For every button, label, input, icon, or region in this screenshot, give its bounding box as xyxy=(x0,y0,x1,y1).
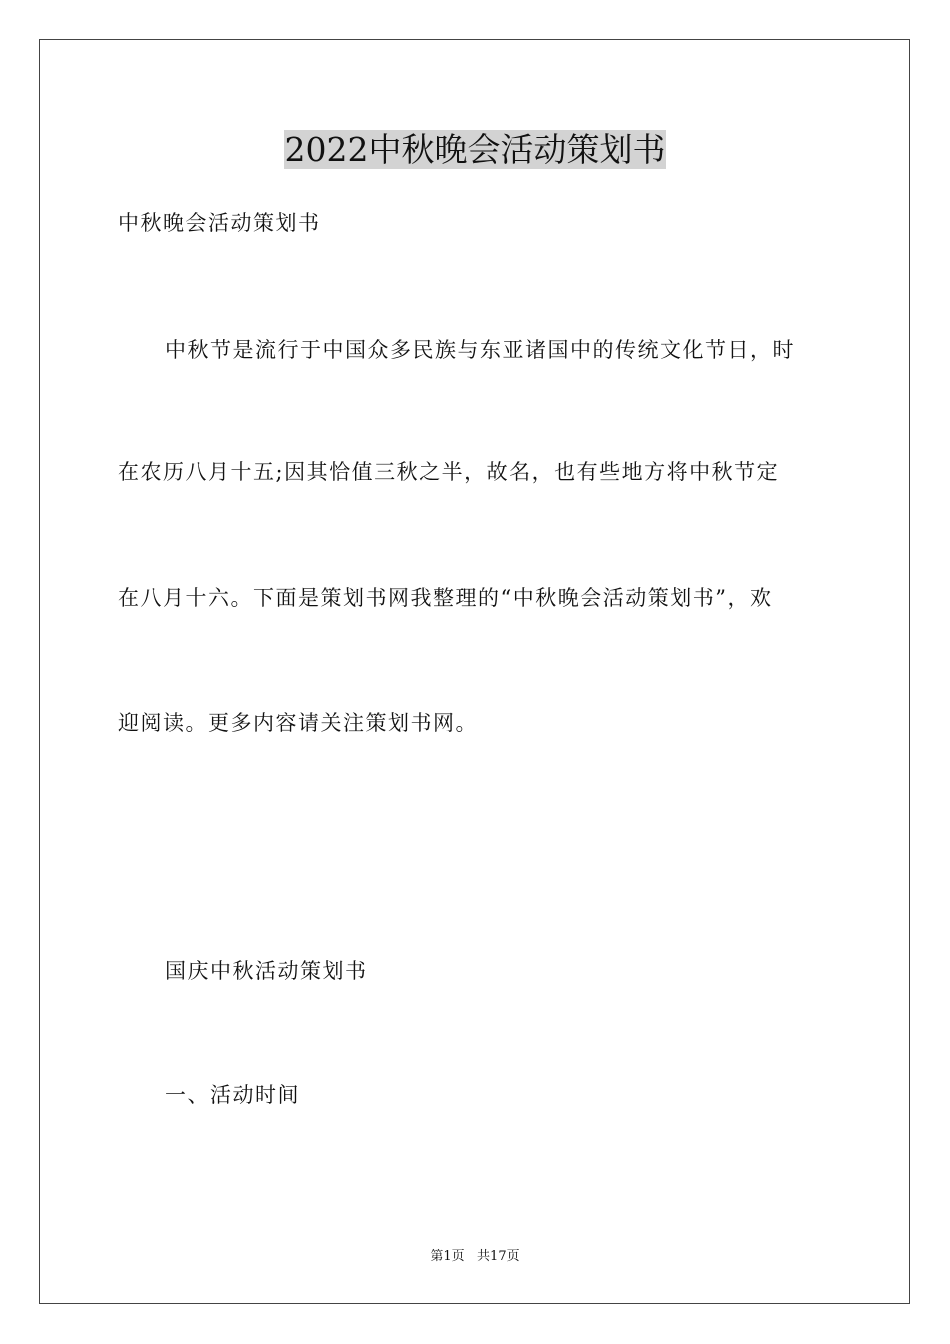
page-number-footer: 第1页 共17页 xyxy=(430,1249,520,1264)
paragraph-line: 在八月十六。下面是策划书网我整理的“中秋晚会活动策划书”，欢 xyxy=(118,586,773,610)
paragraph-line: 中秋节是流行于中国众多民族与东亚诸国中的传统文化节日，时 xyxy=(165,338,795,362)
paragraph-line: 在农历八月十五;因其恰值三秋之半，故名，也有些地方将中秋节定 xyxy=(118,460,780,484)
section-heading: 国庆中秋活动策划书 xyxy=(165,959,368,983)
document-title-text: 2022中秋晚会活动策划书 xyxy=(284,130,666,169)
section-heading: 一、活动时间 xyxy=(165,1083,300,1107)
subtitle-line: 中秋晚会活动策划书 xyxy=(118,211,321,235)
document-title xyxy=(0,128,950,172)
paragraph-line: 迎阅读。更多内容请关注策划书网。 xyxy=(118,711,478,735)
